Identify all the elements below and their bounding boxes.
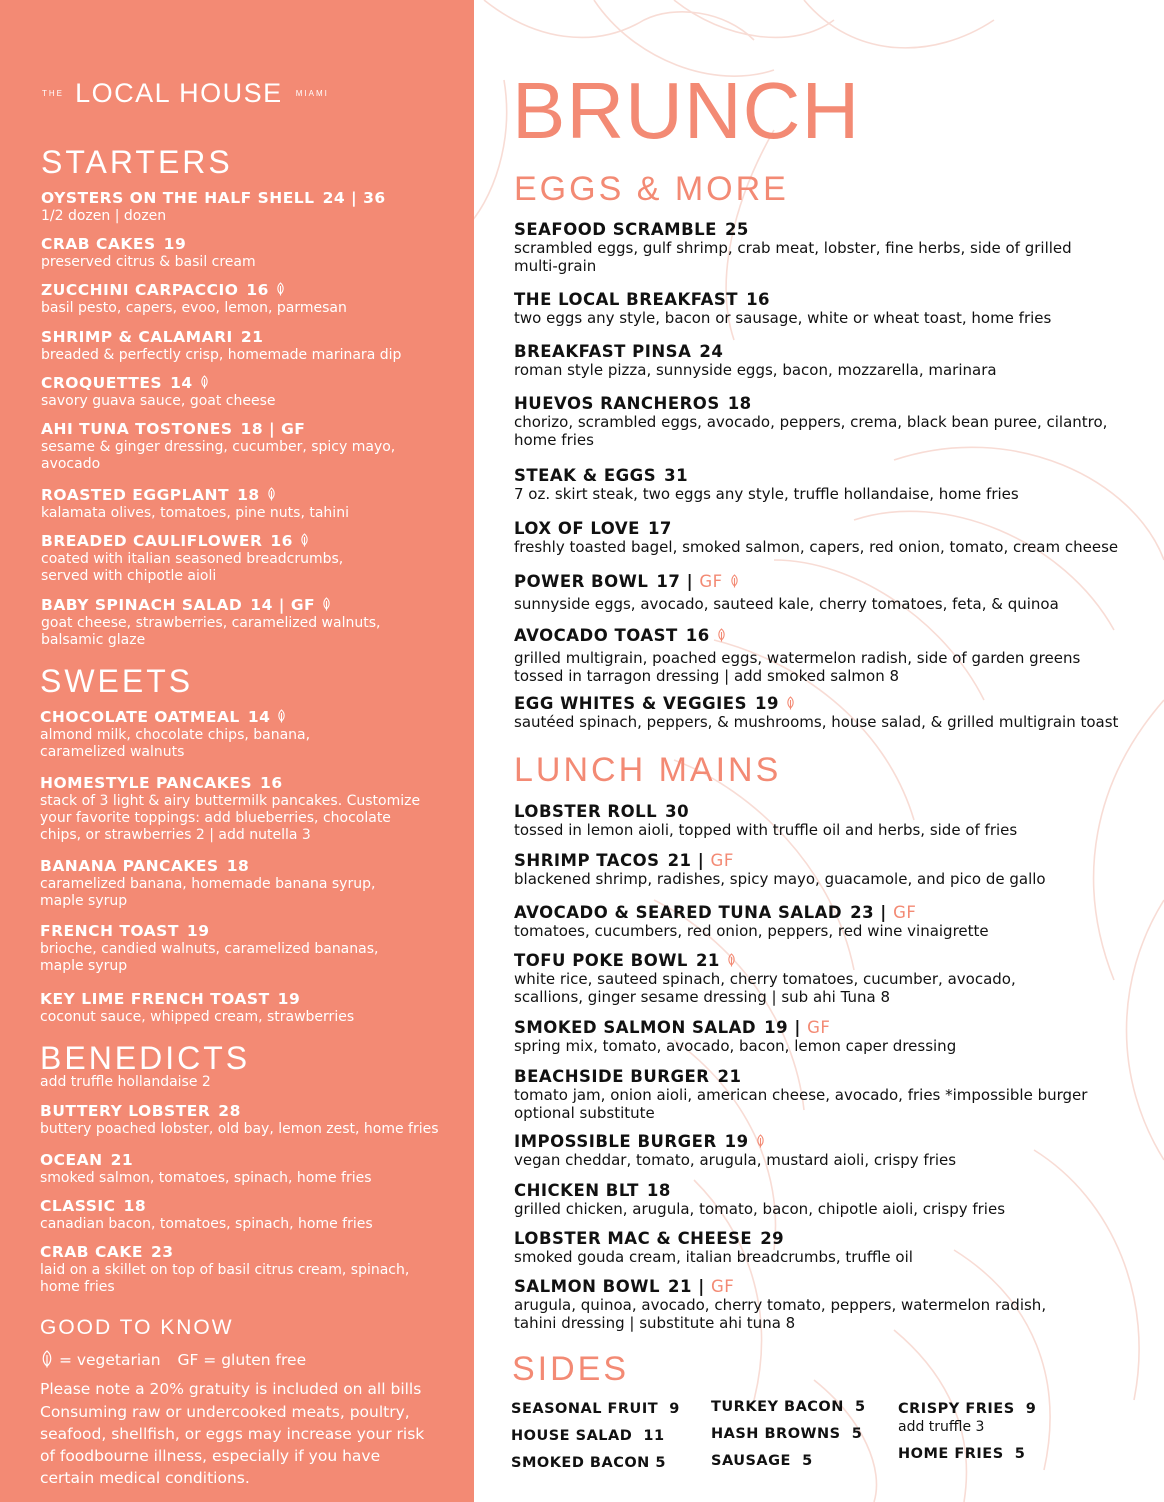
- item-desc: sesame & ginger dressing, cucumber, spicy mayo, avocado: [41, 439, 396, 472]
- item-name: BREAKFAST PINSA: [514, 342, 692, 361]
- menu-item: SHRIMP TACOS 21 | GF blackened shrimp, radishes, spicy mayo, guacamole, and pico de gallo: [514, 850, 1154, 889]
- vegetarian-leaf-icon: [266, 487, 277, 501]
- item-name: CRAB CAKES: [41, 235, 156, 253]
- item-desc: blackened shrimp, radishes, spicy mayo, guacamole, and pico de gallo: [514, 870, 1046, 888]
- item-price: 29: [760, 1229, 785, 1248]
- logo-suffix: MIAMI: [295, 89, 329, 98]
- good-to-know-heading: GOOD TO KNOW: [40, 1316, 234, 1339]
- item-name: HOMESTYLE PANCAKES: [40, 774, 253, 792]
- menu-item: [40, 922, 410, 975]
- item-name: BABY SPINACH SALAD: [41, 596, 243, 614]
- item-name: KEY LIME FRENCH TOAST: [40, 990, 270, 1008]
- logo: [42, 78, 329, 109]
- item-desc: smoked salmon, tomatoes, spinach, home fries: [40, 1170, 372, 1186]
- item-price: 25: [724, 220, 749, 239]
- menu-item: [40, 1197, 450, 1233]
- item-name: HUEVOS RANCHEROS: [514, 394, 720, 413]
- vegetarian-leaf-icon: [726, 953, 737, 967]
- item-desc: freshly toasted bagel, smoked salmon, capers, red onion, tomato, cream cheese: [514, 538, 1119, 556]
- item-desc: tomato jam, onion aioli, american cheese, avocado, fries *impossible burger optional substitute: [514, 1086, 1088, 1122]
- menu-item: [514, 1066, 1154, 1122]
- side-item: [898, 1446, 1025, 1462]
- vegetarian-leaf-icon: [276, 709, 287, 723]
- item-name: POWER BOWL: [514, 572, 649, 591]
- item-price: 21: [667, 1277, 692, 1296]
- menu-item: SMOKED SALMON SALAD 19 | GF spring mix, tomato, avocado, bacon, lemon caper dressing: [514, 1017, 1154, 1056]
- menu-item: POWER BOWL 17 | GF sunnyside eggs, avocado, sauteed kale, cherry tomatoes, feta, & quinoa: [514, 571, 1154, 614]
- item-desc: scrambled eggs, gulf shrimp, crab meat, lobster, fine herbs, side of grilled multi-grain: [514, 239, 1072, 275]
- item-price: 16: [246, 281, 269, 299]
- item-price: 18 | GF: [240, 420, 306, 438]
- gluten-free-badge: GF: [807, 1018, 831, 1037]
- menu-item: [41, 235, 451, 271]
- menu-item: [41, 189, 451, 225]
- side-item: [511, 1428, 665, 1444]
- item-price: 16: [746, 290, 771, 309]
- vegetarian-leaf-icon: [716, 628, 727, 642]
- legend-gluten-free: GF = gluten free: [177, 1351, 307, 1369]
- menu-item: [514, 289, 1154, 328]
- health-warning: Consuming raw or undercooked meats, poultry, seafood, shellfish, or eggs may increase your risk of foodbourne illness, especially if you have certain medical conditions.: [40, 1403, 425, 1487]
- item-desc: coated with italian seasoned breadcrumbs, served with chipotle aioli: [41, 551, 344, 584]
- item-desc: 7 oz. skirt steak, two eggs any style, truffle hollandaise, home fries: [514, 485, 1019, 503]
- item-price: 19: [277, 990, 301, 1008]
- side-item: [511, 1455, 666, 1471]
- logo-name: LOCAL HOUSE: [75, 78, 283, 108]
- menu-item: [514, 1131, 1154, 1170]
- item-name: SHRIMP & CALAMARI: [41, 328, 233, 346]
- item-desc: stack of 3 light & airy buttermilk pancakes. Customize your favorite toppings: add blueberries, chocolate chips, or strawberries 2 | add nutella 3: [40, 793, 421, 843]
- item-desc: sautéed spinach, peppers, & mushrooms, house salad, & grilled multigrain toast: [514, 713, 1119, 731]
- item-name: SEAFOOD SCRAMBLE: [514, 220, 717, 239]
- gluten-free-badge: GF: [710, 851, 734, 870]
- gluten-free-badge: GF: [710, 1277, 735, 1296]
- item-name: LOBSTER ROLL: [514, 802, 658, 821]
- vegetarian-leaf-icon: [785, 696, 796, 710]
- menu-item: [41, 532, 371, 585]
- menu-item: [514, 693, 1164, 732]
- item-name: CLASSIC: [40, 1197, 116, 1215]
- item-name: BREADED CAULIFLOWER: [41, 532, 263, 550]
- vegetarian-leaf-icon: [299, 533, 310, 547]
- item-price: 17: [647, 519, 672, 538]
- item-price: 23: [151, 1243, 174, 1261]
- menu-item: [40, 1243, 440, 1296]
- item-name: CRAB CAKE: [40, 1243, 143, 1261]
- item-price: 14 | GF: [250, 596, 316, 614]
- item-price: 16: [260, 774, 283, 792]
- item-desc: coconut sauce, whipped cream, strawberries: [40, 1009, 355, 1025]
- side-item: [711, 1453, 813, 1469]
- item-desc: breaded & perfectly crisp, homemade marinara dip: [41, 347, 402, 363]
- item-price: 16: [685, 626, 710, 645]
- item-price: 14: [247, 708, 271, 726]
- side-price: 9: [1025, 1401, 1037, 1417]
- side-price: 9: [669, 1401, 680, 1417]
- legend: [40, 1349, 440, 1371]
- item-name: LOX OF LOVE: [514, 519, 640, 538]
- item-name: BANANA PANCAKES: [40, 857, 219, 875]
- item-desc: roman style pizza, sunnyside eggs, bacon, mozzarella, marinara: [514, 361, 997, 379]
- item-name: SALMON BOWL: [514, 1277, 660, 1296]
- item-price: 23: [850, 903, 875, 922]
- vegetarian-leaf-icon: [321, 597, 332, 611]
- item-desc: vegan cheddar, tomato, arugula, mustard aioli, crispy fries: [514, 1151, 957, 1169]
- item-price: 28: [218, 1102, 241, 1120]
- item-name: AVOCADO TOAST: [514, 626, 678, 645]
- item-price: 18: [727, 394, 752, 413]
- menu-item: [41, 374, 451, 410]
- item-price: 19: [754, 694, 779, 713]
- side-addon: add truffle 3: [898, 1419, 985, 1435]
- item-desc: savory guava sauce, goat cheese: [41, 393, 276, 409]
- side-name: HOME FRIES: [898, 1446, 1004, 1462]
- item-name: BUTTERY LOBSTER: [40, 1102, 211, 1120]
- menu-item: [40, 990, 450, 1026]
- item-desc: arugula, quinoa, avocado, cherry tomato, peppers, watermelon radish, tahini dressing | substitute ahi tuna 8: [514, 1296, 1047, 1332]
- left-panel: [0, 0, 474, 1502]
- item-name: CHOCOLATE OATMEAL: [40, 708, 240, 726]
- side-name: CRISPY FRIES: [898, 1401, 1015, 1417]
- side-name: HASH BROWNS: [711, 1426, 841, 1442]
- item-desc: goat cheese, strawberries, caramelized walnuts, balsamic glaze: [41, 615, 381, 648]
- side-name: HOUSE SALAD: [511, 1428, 633, 1444]
- menu-item: [40, 857, 410, 910]
- logo-prefix: THE: [42, 89, 64, 98]
- item-desc: canadian bacon, tomatoes, spinach, home fries: [40, 1216, 373, 1232]
- vegetarian-leaf-icon: [729, 574, 740, 588]
- item-name: ZUCCHINI CARPACCIO: [41, 281, 239, 299]
- menu-item: [514, 801, 1154, 840]
- right-panel: [474, 0, 1164, 1502]
- item-price: 19: [163, 235, 187, 253]
- item-desc: almond milk, chocolate chips, banana, caramelized walnuts: [40, 727, 311, 760]
- side-price: 5: [802, 1453, 813, 1469]
- menu-item: [514, 393, 1154, 449]
- item-name: SHRIMP TACOS: [514, 851, 660, 870]
- side-name: SEASONAL FRUIT: [511, 1401, 659, 1417]
- gratuity-note: Please note a 20% gratuity is included on all bills: [40, 1380, 422, 1398]
- item-desc: caramelized banana, homemade banana syrup, maple syrup: [40, 876, 376, 909]
- vegetarian-leaf-icon: [275, 282, 286, 296]
- item-desc: kalamata olives, tomatoes, pine nuts, tahini: [41, 505, 349, 521]
- item-price: 16: [270, 532, 293, 550]
- item-price: 30: [665, 802, 690, 821]
- item-name: OYSTERS ON THE HALF SHELL: [41, 189, 315, 207]
- side-price: 5: [851, 1426, 863, 1442]
- item-price: 18: [646, 1181, 671, 1200]
- menu-item: [514, 1228, 1154, 1267]
- item-name: BEACHSIDE BURGER: [514, 1067, 710, 1086]
- vegetarian-leaf-icon: [40, 1350, 54, 1368]
- menu-item: [41, 420, 431, 473]
- side-name: TURKEY BACON: [711, 1399, 844, 1415]
- side-price: 5: [855, 1399, 866, 1415]
- side-price: 11: [643, 1428, 665, 1444]
- item-price: 14: [170, 374, 193, 392]
- menu-item: [41, 596, 411, 649]
- item-price: 24: [699, 342, 724, 361]
- item-desc: grilled multigrain, poached eggs, watermelon radish, side of garden greens tossed in tarragon dressing | add smoked salmon 8: [514, 649, 1081, 685]
- item-price: 21: [717, 1067, 742, 1086]
- side-item: [898, 1401, 1036, 1417]
- item-desc: smoked gouda cream, italian breadcrumbs, truffle oil: [514, 1248, 913, 1266]
- item-desc: grilled chicken, arugula, tomato, bacon, chipotle aioli, crispy fries: [514, 1200, 1006, 1218]
- item-name: ROASTED EGGPLANT: [41, 486, 230, 504]
- sweets-heading: SWEETS: [40, 663, 194, 699]
- item-name: AVOCADO & SEARED TUNA SALAD: [514, 903, 843, 922]
- item-price: 18: [226, 857, 250, 875]
- item-price: 21: [110, 1151, 134, 1169]
- item-name: FRENCH TOAST: [40, 922, 179, 940]
- menu-item: [514, 950, 1154, 1006]
- item-price: 17: [656, 572, 681, 591]
- menu-item: [40, 1102, 460, 1138]
- side-name: SAUSAGE: [711, 1453, 791, 1469]
- benedicts-note: add truffle hollandaise 2: [40, 1074, 211, 1090]
- item-name: CHICKEN BLT: [514, 1181, 639, 1200]
- gluten-free-badge: GF: [699, 572, 723, 591]
- item-name: SMOKED SALMON SALAD: [514, 1018, 757, 1037]
- side-item: [511, 1401, 680, 1417]
- item-name: OCEAN: [40, 1151, 103, 1169]
- item-price: 24 | 36: [322, 189, 386, 207]
- side-item: [711, 1426, 862, 1442]
- menu-item: [41, 486, 451, 522]
- page-title: BRUNCH: [512, 66, 861, 155]
- item-price: 21: [240, 328, 264, 346]
- sides-heading: SIDES: [512, 1350, 630, 1388]
- menu-item: [41, 281, 451, 317]
- item-price: 19: [186, 922, 210, 940]
- item-desc: preserved citrus & basil cream: [41, 254, 256, 270]
- item-name: CROQUETTES: [41, 374, 163, 392]
- side-name: SMOKED BACON: [511, 1455, 650, 1471]
- side-price: 5: [1014, 1446, 1026, 1462]
- legend-vegetarian: = vegetarian: [58, 1351, 161, 1369]
- item-name: AHI TUNA TOSTONES: [41, 420, 233, 438]
- item-desc: white rice, sauteed spinach, cherry tomatoes, cucumber, avocado, scallions, ginger sesame dressing | sub ahi Tuna 8: [514, 970, 1016, 1006]
- side-price: 5: [655, 1455, 666, 1471]
- item-name: STEAK & EGGS: [514, 466, 657, 485]
- benedicts-heading: BENEDICTS: [40, 1040, 251, 1076]
- starters-heading: STARTERS: [41, 144, 233, 180]
- menu-item: [40, 774, 430, 844]
- item-desc: laid on a skillet on top of basil citrus cream, spinach, home fries: [40, 1262, 410, 1295]
- menu-item: [40, 708, 370, 761]
- item-desc: chorizo, scrambled eggs, avocado, peppers, crema, black bean puree, cilantro, home fries: [514, 413, 1108, 449]
- item-desc: tomatoes, cucumbers, red onion, peppers, red wine vinaigrette: [514, 922, 989, 940]
- menu-item: SALMON BOWL 21 | GF arugula, quinoa, avocado, cherry tomato, peppers, watermelon radish, tahini dressing | substitute ahi tuna 8: [514, 1276, 1154, 1332]
- menu-item: [40, 1151, 450, 1187]
- lunch-heading: LUNCH MAINS: [514, 751, 782, 789]
- item-price: 18: [237, 486, 260, 504]
- side-item: [711, 1399, 866, 1415]
- item-desc: brioche, candied walnuts, caramelized bananas, maple syrup: [40, 941, 379, 974]
- item-name: TOFU POKE BOWL: [514, 951, 688, 970]
- menu-item: [514, 625, 1154, 685]
- eggs-heading: EGGS & MORE: [514, 170, 789, 208]
- item-desc: buttery poached lobster, old bay, lemon zest, home fries: [40, 1121, 439, 1137]
- item-name: IMPOSSIBLE BURGER: [514, 1132, 717, 1151]
- menu-item: AVOCADO & SEARED TUNA SALAD 23 | GF tomatoes, cucumbers, red onion, peppers, red wine vinaigrette: [514, 902, 1154, 941]
- menu-item: [514, 518, 1164, 557]
- gluten-free-badge: GF: [893, 903, 917, 922]
- menu-item: [514, 465, 1154, 504]
- item-price: 21: [695, 951, 720, 970]
- item-desc: two eggs any style, bacon or sausage, white or wheat toast, home fries: [514, 309, 1052, 327]
- menu-item: [41, 328, 451, 364]
- menu-item: [514, 1180, 1154, 1219]
- item-desc: basil pesto, capers, evoo, lemon, parmesan: [41, 300, 347, 316]
- item-desc: 1/2 dozen | dozen: [41, 208, 167, 224]
- vegetarian-leaf-icon: [755, 1134, 766, 1148]
- item-price: 19: [764, 1018, 789, 1037]
- item-name: EGG WHITES & VEGGIES: [514, 694, 747, 713]
- item-desc: spring mix, tomato, avocado, bacon, lemon caper dressing: [514, 1037, 957, 1055]
- item-name: THE LOCAL BREAKFAST: [514, 290, 739, 309]
- item-price: 18: [123, 1197, 147, 1215]
- vegetarian-leaf-icon: [199, 375, 210, 389]
- item-desc: sunnyside eggs, avocado, sauteed kale, cherry tomatoes, feta, & quinoa: [514, 595, 1059, 613]
- item-price: 21: [667, 851, 692, 870]
- menu-item: [514, 341, 1154, 380]
- item-desc: tossed in lemon aioli, topped with truffle oil and herbs, side of fries: [514, 821, 1018, 839]
- item-price: 31: [664, 466, 689, 485]
- item-price: 19: [724, 1132, 749, 1151]
- menu-item: [514, 219, 1154, 275]
- item-name: LOBSTER MAC & CHEESE: [514, 1229, 753, 1248]
